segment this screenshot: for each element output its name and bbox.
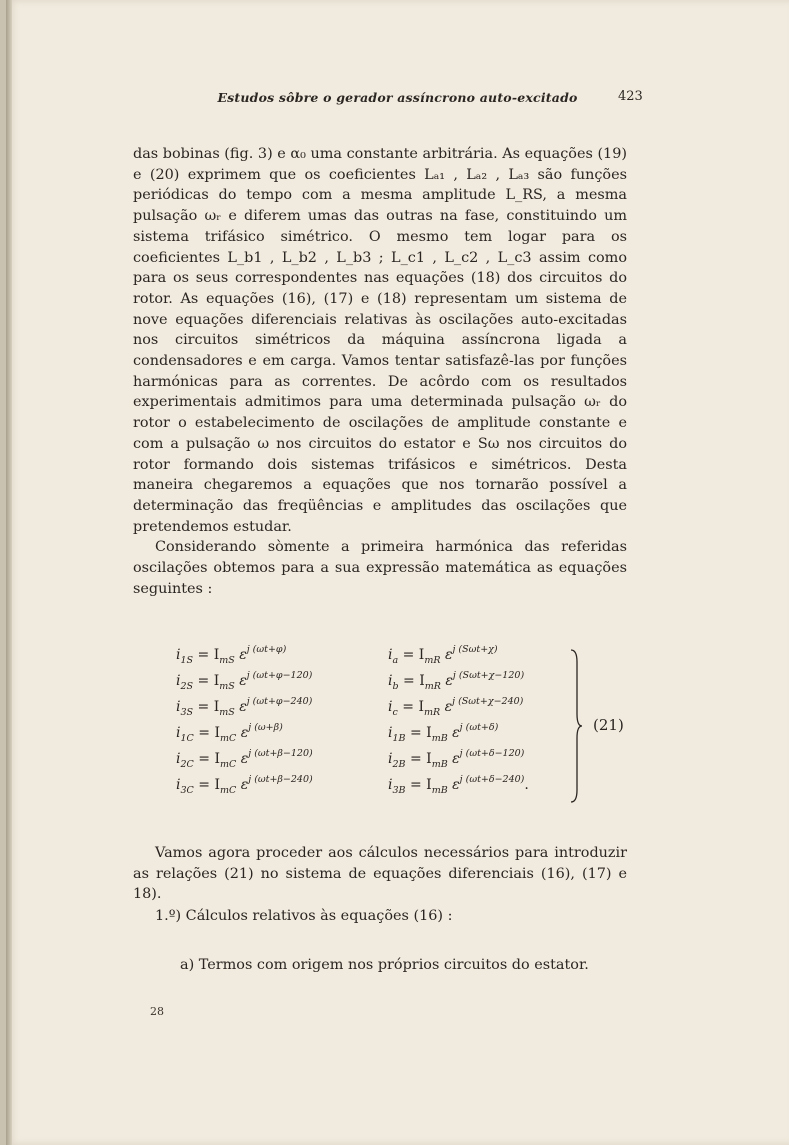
amplitude-symbol: I: [214, 777, 220, 793]
paragraph-4: 1.º) Cálculos relativos às equações (16) :: [155, 908, 453, 924]
amplitude-subscript: mC: [219, 758, 237, 770]
exponential-base: ε: [236, 725, 249, 741]
amplitude-subscript: mS: [219, 680, 235, 692]
right-equation-4: [388, 722, 498, 744]
current-symbol: i: [176, 699, 181, 715]
equals-sign: =: [193, 777, 215, 793]
current-symbol: i: [388, 751, 393, 767]
exponent: j (Sωt+χ): [452, 644, 498, 655]
current-symbol: i: [388, 777, 393, 793]
current-symbol: i: [176, 647, 181, 663]
left-equation-4: [176, 722, 283, 744]
amplitude-symbol: I: [418, 699, 424, 715]
left-equation-6: [176, 774, 313, 796]
exponent: j (ω+β): [248, 722, 283, 733]
left-equation-3: [176, 696, 312, 718]
current-symbol: i: [176, 777, 181, 793]
equals-sign: =: [397, 699, 419, 715]
equals-sign: =: [193, 673, 214, 689]
paragraph-2: Considerando sòmente a primeira harmónica das referidas oscilações obtemos para a sua expressão matemática as equações seguintes :: [133, 539, 627, 597]
equals-sign: =: [193, 699, 214, 715]
current-symbol: i: [176, 725, 181, 741]
exponent: j (ωt+φ): [246, 644, 287, 655]
exponent: j (Sωt+χ−120): [452, 670, 525, 681]
amplitude-symbol: I: [426, 725, 432, 741]
amplitude-symbol: I: [213, 647, 220, 663]
amplitude-symbol: I: [426, 777, 432, 793]
equation-system-21: [176, 644, 636, 814]
exponent: j (ωt+δ−120): [459, 748, 525, 759]
equals-sign: =: [405, 777, 427, 793]
current-symbol: i: [388, 699, 393, 715]
amplitude-subscript: mR: [423, 706, 441, 718]
current-symbol: i: [176, 751, 181, 767]
current-subscript: c: [392, 706, 398, 718]
current-subscript: 3B: [392, 784, 406, 796]
exponential-base: ε: [447, 751, 460, 767]
right-equation-5: [388, 748, 524, 770]
exponential-base: ε: [447, 777, 460, 793]
exponential-base: ε: [236, 751, 249, 767]
equation-terminator: .: [524, 777, 529, 793]
equals-sign: =: [405, 725, 427, 741]
amplitude-subscript: mB: [431, 758, 448, 770]
exponent: j (ωt+β−240): [248, 774, 313, 785]
current-subscript: 2S: [180, 680, 194, 692]
body-text-bottom: [133, 843, 627, 905]
amplitude-subscript: mR: [424, 654, 441, 666]
running-title: Estudos sôbre o gerador assíncrono auto-excitado: [217, 90, 578, 105]
left-equation-1: [176, 644, 286, 666]
amplitude-symbol: I: [418, 647, 425, 663]
equation-number: (21): [593, 716, 624, 734]
amplitude-subscript: mS: [219, 706, 235, 718]
paragraph-1: das bobinas (fig. 3) e α₀ uma constante arbitrária. As equações (19) e (20) exprimem que os coeficientes Lₐ₁ , Lₐ₂ , Lₐ₃ são funções periódicas do tempo com a mesma amplitude L_RS, a mesma pulsação ωᵣ e diferem umas das outras na fase, constituindo um sistema trifásico simétrico. O mesmo tem logar para os coeficientes L_b1 , L_b2 , L_b3 ; L_c1 , L_c2 , L_c3 assim como para os seus correspondentes nas equações (18) dos circuitos do rotor. As equações (16), (17) e (18) representam um sistema de nove equações diferenciais relativas às oscilações auto-excitadas nos circuitos simétricos da máquina assíncrona ligada a condensadores e em carga. Vamos tentar satisfazê-las por funções harmónicas para as correntes. De acôrdo com os resultados experimentais admitimos para uma determinada pulsação ωᵣ do rotor o estabelecimento de oscilações de amplitude constante e com a pulsação ω nos circuitos do estator e Sω nos circuitos do rotor formando dois sistemas trifásicos e simétricos. Desta maneira chegaremos a equações que nos tornarão possível a determinação das freqüências e amplitudes das oscilações que pretendemos estudar.: [133, 146, 627, 535]
amplitude-symbol: I: [213, 673, 220, 689]
amplitude-symbol: I: [214, 725, 220, 741]
body-text-top: [133, 144, 627, 599]
right-equation-3: [388, 696, 523, 718]
exponential-base: ε: [234, 673, 247, 689]
exponent: j (Sωt+χ−240): [452, 696, 524, 707]
current-subscript: a: [392, 654, 399, 666]
current-subscript: 1C: [180, 732, 194, 744]
current-symbol: i: [176, 673, 181, 689]
amplitude-subscript: mB: [431, 732, 448, 744]
current-subscript: b: [392, 680, 399, 692]
right-equation-6: [388, 774, 529, 796]
amplitude-symbol: I: [213, 699, 220, 715]
amplitude-subscript: mR: [424, 680, 441, 692]
exponential-base: ε: [236, 777, 249, 793]
current-subscript: 1S: [180, 654, 194, 666]
exponential-base: ε: [447, 725, 460, 741]
left-equation-5: [176, 748, 313, 770]
signature-number: 28: [150, 1005, 164, 1018]
current-subscript: 3S: [180, 706, 194, 718]
equals-sign: =: [405, 751, 427, 767]
page-number: 423: [618, 89, 643, 104]
current-symbol: i: [388, 725, 393, 741]
current-subscript: 2B: [392, 758, 406, 770]
equals-sign: =: [398, 673, 420, 689]
amplitude-subscript: mC: [219, 732, 237, 744]
current-subscript: 1B: [392, 732, 406, 744]
amplitude-subscript: mB: [431, 784, 448, 796]
current-symbol: i: [388, 647, 393, 663]
page-binding-edge: [6, 0, 12, 1145]
exponential-base: ε: [440, 647, 453, 663]
amplitude-subscript: mC: [219, 784, 237, 796]
section-heading: [133, 906, 627, 927]
current-subscript: 2C: [180, 758, 194, 770]
exponential-base: ε: [440, 699, 453, 715]
exponent: j (ωt+φ−120): [246, 670, 313, 681]
exponent: j (ωt+φ−240): [246, 696, 313, 707]
amplitude-symbol: I: [214, 751, 220, 767]
amplitude-symbol: I: [419, 673, 425, 689]
exponent: j (ωt+δ−240): [459, 774, 525, 785]
equals-sign: =: [193, 647, 214, 663]
exponential-base: ε: [234, 647, 247, 663]
amplitude-symbol: I: [426, 751, 432, 767]
exponential-base: ε: [440, 673, 453, 689]
amplitude-subscript: mS: [219, 654, 235, 666]
exponential-base: ε: [234, 699, 247, 715]
subsection: [133, 955, 627, 976]
equals-sign: =: [193, 751, 215, 767]
right-equation-1: [388, 644, 498, 666]
current-subscript: 3C: [180, 784, 194, 796]
left-equation-2: [176, 670, 312, 692]
equals-sign: =: [193, 725, 215, 741]
exponent: j (ωt+δ): [459, 722, 499, 733]
equals-sign: =: [398, 647, 419, 663]
right-brace: [569, 648, 583, 804]
exponent: j (ωt+β−120): [248, 748, 313, 759]
paragraph-5: a) Termos com origem nos próprios circuitos do estator.: [180, 957, 589, 973]
right-equation-2: [388, 670, 524, 692]
paragraph-3: Vamos agora proceder aos cálculos necessários para introduzir as relações (21) no sistema de equações diferenciais (16), (17) e 18).: [133, 845, 627, 903]
document-page: [6, 0, 789, 1145]
current-symbol: i: [388, 673, 393, 689]
